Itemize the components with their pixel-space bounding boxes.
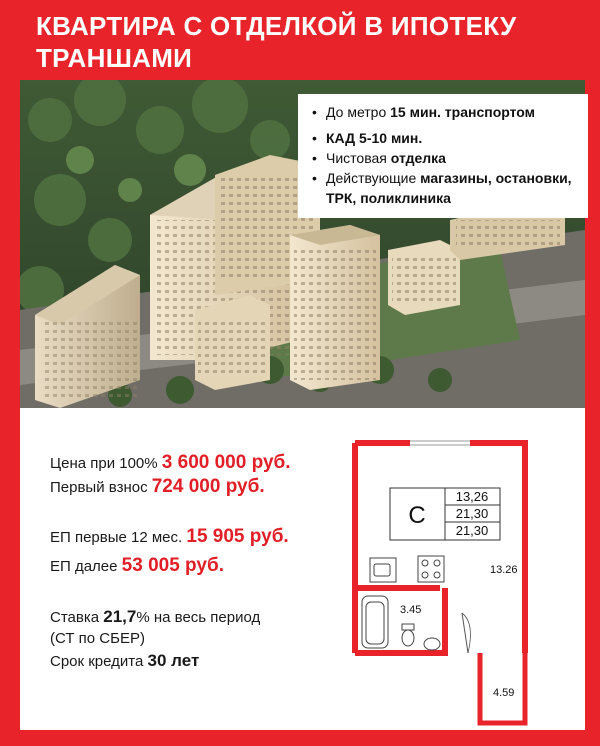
room-area-label: 13.26 — [490, 564, 518, 576]
term-row: Срок кредита 30 лет — [50, 651, 200, 670]
bathtub-icon — [362, 596, 388, 648]
down-payment-value: 724 000 руб. — [151, 476, 265, 497]
page-title: КВАРТИРА С ОТДЕЛКОЙ В ИПОТЕКУ ТРАНШАМИ — [36, 11, 517, 73]
feature-finish: • Чистовая отделка — [310, 148, 580, 168]
ep-first-row: ЕП первые 12 мес. 15 905 руб. — [50, 526, 289, 547]
ep-next-value: 53 005 руб. — [121, 555, 224, 576]
rate-note: (СТ по СБЕР) — [50, 630, 145, 647]
down-payment-row: Первый взнос 724 000 руб. — [50, 476, 265, 497]
features-card — [298, 94, 588, 218]
kitchen-icon — [370, 556, 444, 582]
price-value: 3 600 000 руб. — [161, 452, 291, 473]
price-row: Цена при 100% 3 600 000 руб. — [50, 452, 291, 473]
floor-plan — [350, 438, 570, 728]
details-panel — [20, 408, 585, 730]
term-value: 30 лет — [147, 651, 200, 670]
area-value: 21,30 — [455, 523, 489, 538]
balcony-area-label: 4.59 — [493, 687, 515, 699]
apartment-type-letter: С — [408, 502, 426, 529]
bath-area-label: 3.45 — [400, 604, 422, 616]
feature-metro: • До метро 15 мин. транспортом — [310, 102, 580, 122]
area-value: 13,26 — [455, 489, 489, 504]
ep-first-value: 15 905 руб. — [186, 526, 289, 547]
feature-kad: • КАД 5-10 мин. — [310, 128, 580, 148]
header — [36, 10, 576, 74]
toilet-icon — [402, 624, 414, 646]
ep-next-row: ЕП далее 53 005 руб. — [50, 555, 224, 576]
apartment-type-card — [390, 488, 500, 540]
features-list — [310, 102, 580, 208]
rate-row: Ставка 21,7% на весь период — [50, 607, 261, 626]
area-value: 21,30 — [455, 506, 489, 521]
sink-icon — [424, 638, 440, 650]
feature-infrastructure: • Действующие магазины, остановки, ТРК, поликлиника — [310, 168, 580, 208]
rate-value: 21,7 — [103, 607, 137, 626]
